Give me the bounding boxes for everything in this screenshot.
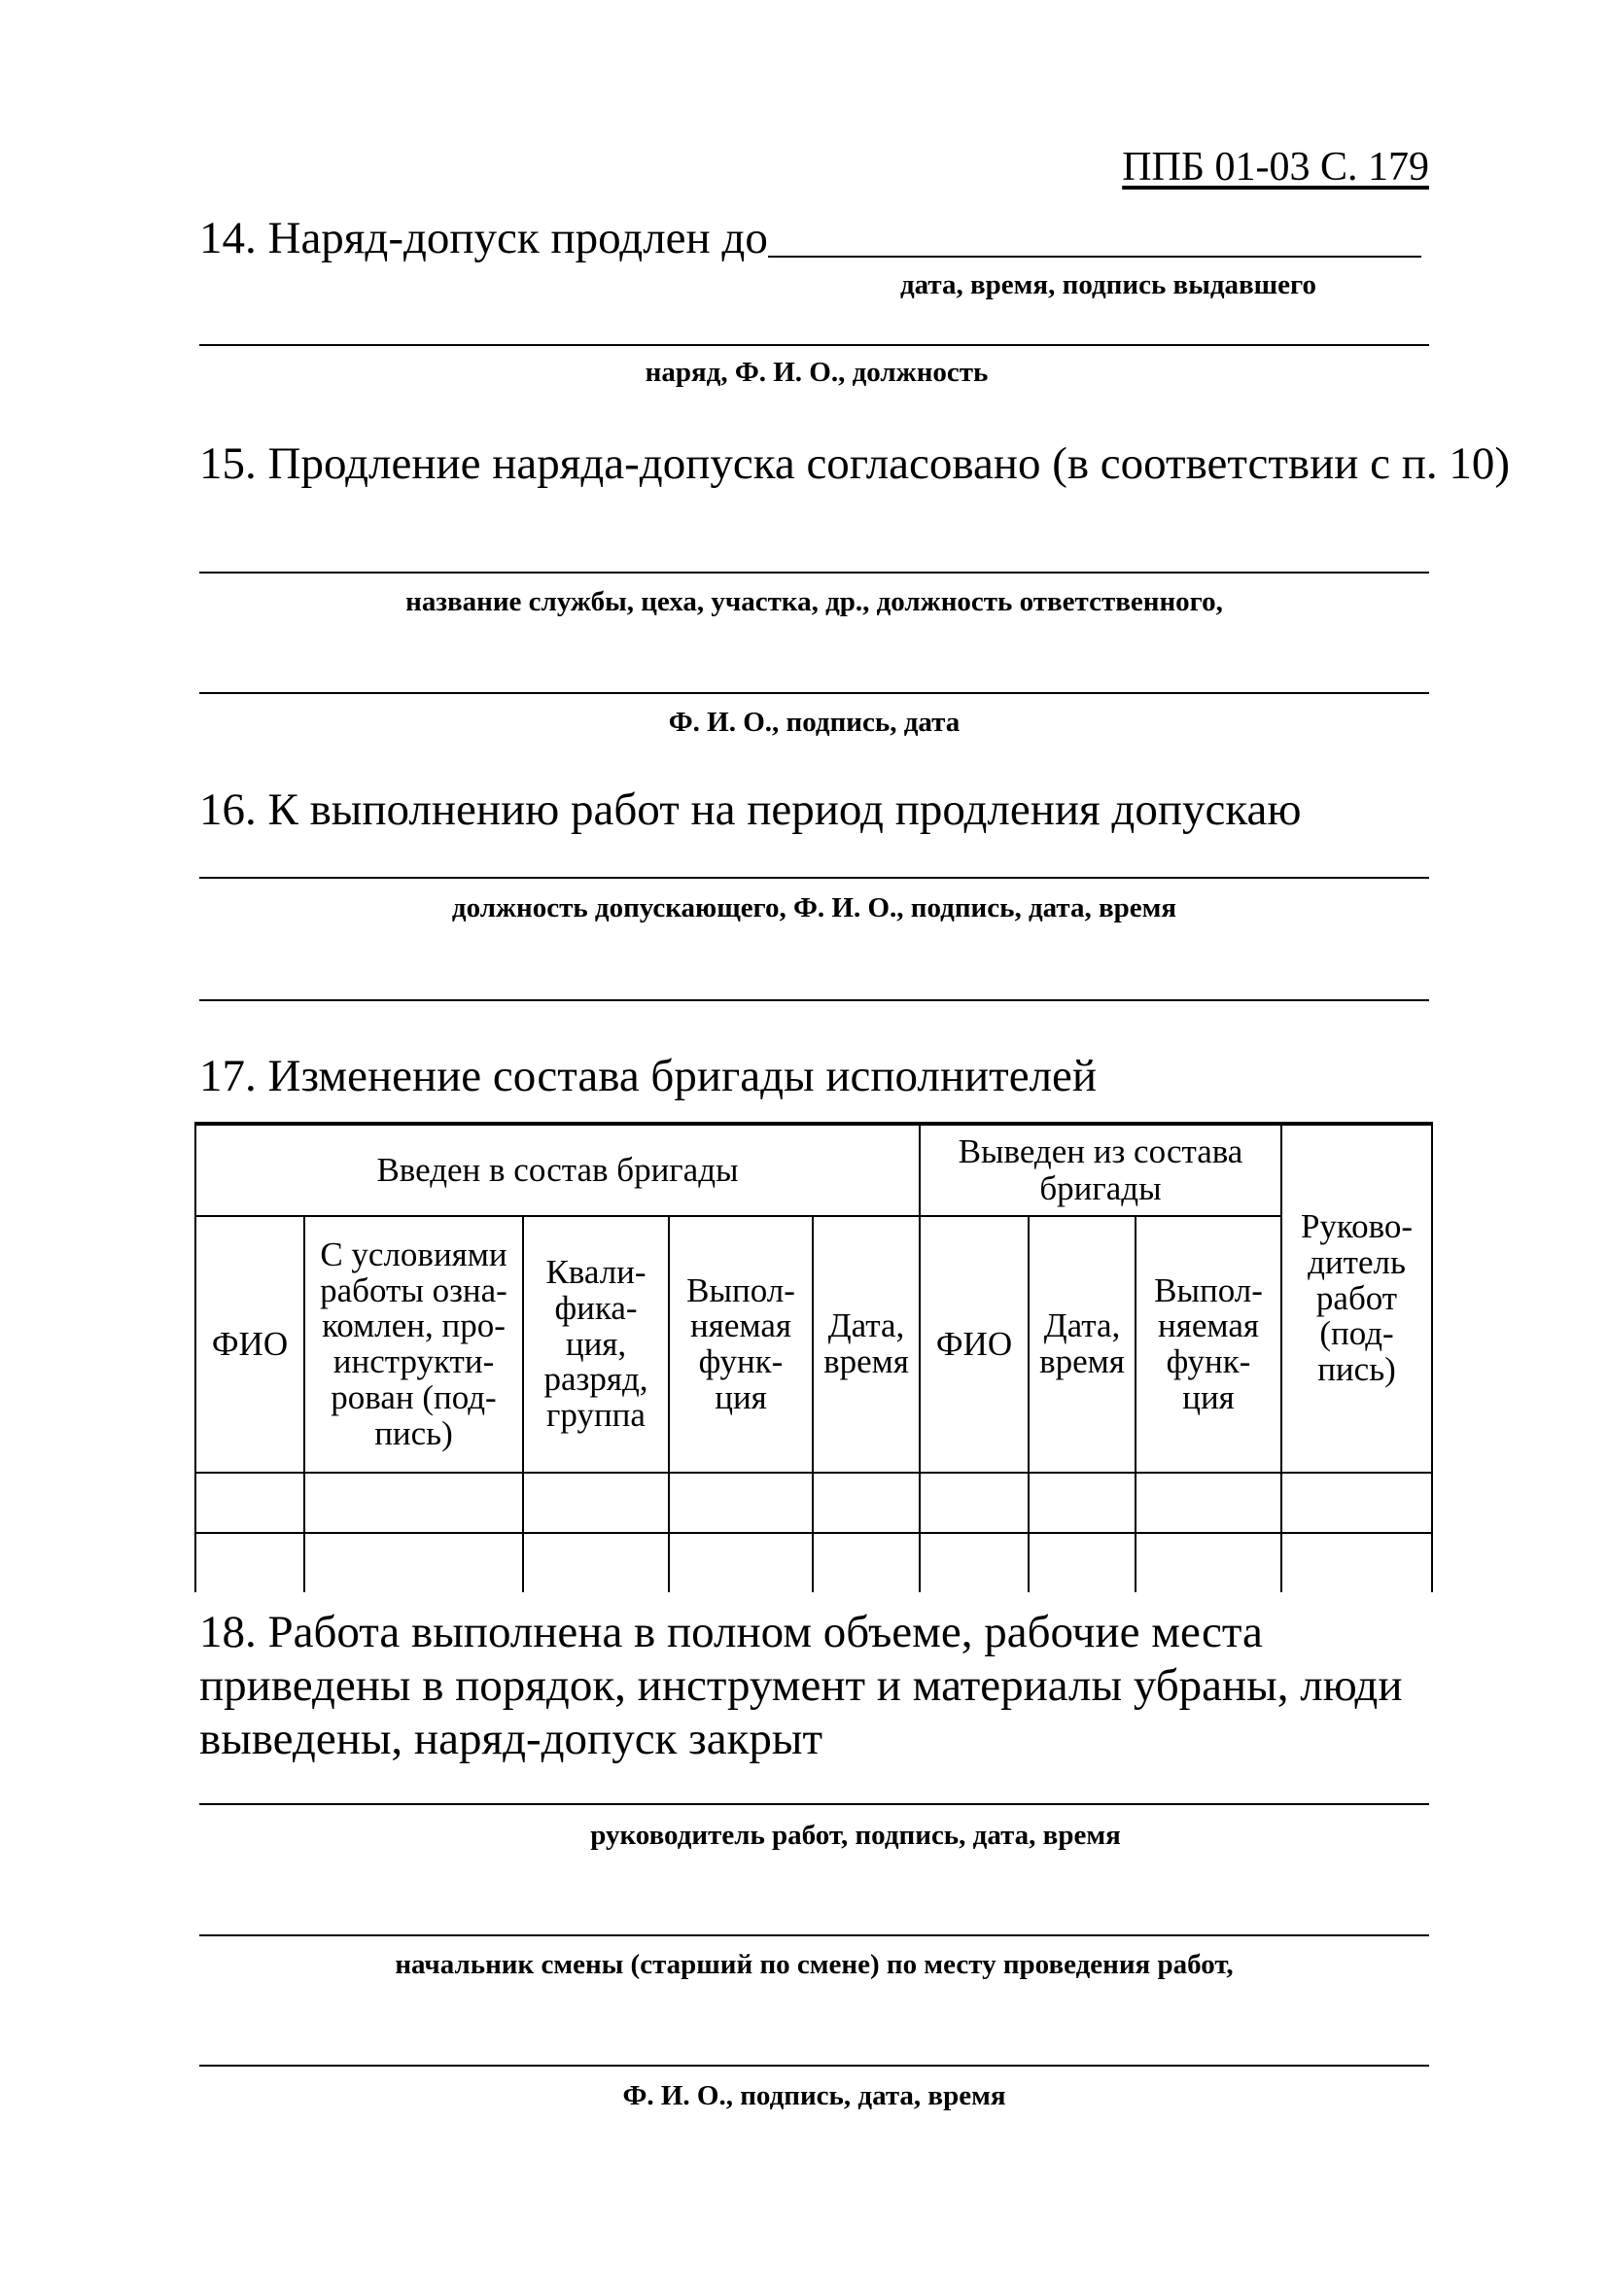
table-cell[interactable] xyxy=(669,1473,813,1533)
col-in-briefed: С условиями работы озна- комлен, про- инструкти- рован (под- пись) xyxy=(304,1216,523,1473)
section-14-fill-line[interactable] xyxy=(768,256,1421,258)
section-14-caption-2: наряд, Ф. И. О., должность xyxy=(645,357,989,388)
section-14-line-2[interactable] xyxy=(199,344,1429,346)
table-cell[interactable] xyxy=(1136,1533,1281,1592)
section-14-heading: 14. Наряд-допуск продлен до xyxy=(199,213,768,263)
section-18-heading: 18. Работа выполнена в полном объеме, рабочие места приведены в порядок, инструмент и материалы убраны, люди выведены, наряд-допуск закрыт xyxy=(199,1607,1403,1764)
table-cell[interactable] xyxy=(920,1473,1029,1533)
table-row xyxy=(195,1473,1432,1533)
col-in-qualification: Квали- фика- ция, разряд, группа xyxy=(523,1216,669,1473)
section-18-caption-1: руководитель работ, подпись, дата, время xyxy=(590,1820,1121,1851)
section-17-heading: 17. Изменение состава бригады исполнителей xyxy=(199,1051,1098,1101)
section-15-caption-1: название службы, цеха, участка, др., должность ответственного, xyxy=(405,586,1223,617)
section-18-line-1[interactable] xyxy=(199,1803,1429,1805)
section-15-line-2[interactable] xyxy=(199,692,1429,694)
section-16-line-2[interactable] xyxy=(199,999,1429,1001)
col-out-function: Выпол- няемая функ- ция xyxy=(1136,1216,1281,1473)
table-cell[interactable] xyxy=(304,1533,523,1592)
page-reference: ППБ 01-03 С. 179 xyxy=(1122,145,1429,190)
col-in-datetime: Дата, время xyxy=(813,1216,920,1473)
table-cell[interactable] xyxy=(1029,1533,1136,1592)
section-18-caption-3: Ф. И. О., подпись, дата, время xyxy=(622,2080,1006,2111)
group-header-introduced: Введен в состав бригады xyxy=(195,1124,920,1216)
section-18-line-3[interactable] xyxy=(199,2065,1429,2067)
table-cell[interactable] xyxy=(195,1473,304,1533)
table-cell[interactable] xyxy=(1029,1473,1136,1533)
table-row xyxy=(195,1533,1432,1592)
table-cell[interactable] xyxy=(669,1533,813,1592)
table-cell[interactable] xyxy=(195,1533,304,1592)
table-cell[interactable] xyxy=(523,1533,669,1592)
table-cell[interactable] xyxy=(1281,1473,1432,1533)
table-cell[interactable] xyxy=(304,1473,523,1533)
col-leader-signature: Руково- дитель работ (под- пись) xyxy=(1281,1124,1432,1473)
crew-change-table xyxy=(194,1122,1433,1592)
table-cell[interactable] xyxy=(813,1533,920,1592)
section-14-caption-1: дата, время, подпись выдавшего xyxy=(900,269,1316,300)
section-16-heading: 16. К выполнению работ на период продления допускаю xyxy=(199,784,1302,835)
col-in-fio: ФИО xyxy=(195,1216,304,1473)
col-out-datetime: Дата, время xyxy=(1029,1216,1136,1473)
section-16-caption-1: должность допускающего, Ф. И. О., подпись, дата, время xyxy=(451,892,1177,923)
table-cell[interactable] xyxy=(920,1533,1029,1592)
group-header-removed: Выведен из состава бригады xyxy=(920,1124,1281,1216)
section-15-caption-2: Ф. И. О., подпись, дата xyxy=(668,707,961,738)
table-cell[interactable] xyxy=(1281,1533,1432,1592)
section-16-line-1[interactable] xyxy=(199,877,1429,879)
col-in-function: Выпол- няемая функ- ция xyxy=(669,1216,813,1473)
section-15-line-1[interactable] xyxy=(199,572,1429,574)
table-cell[interactable] xyxy=(1136,1473,1281,1533)
section-18-line-2[interactable] xyxy=(199,1934,1429,1936)
section-15-heading: 15. Продление наряда-допуска согласовано (в соответствии с п. 10) xyxy=(199,438,1511,489)
table-cell[interactable] xyxy=(523,1473,669,1533)
table-cell[interactable] xyxy=(813,1473,920,1533)
section-18-caption-2: начальник смены (старший по смене) по месту проведения работ, xyxy=(395,1949,1234,1980)
col-out-fio: ФИО xyxy=(920,1216,1029,1473)
